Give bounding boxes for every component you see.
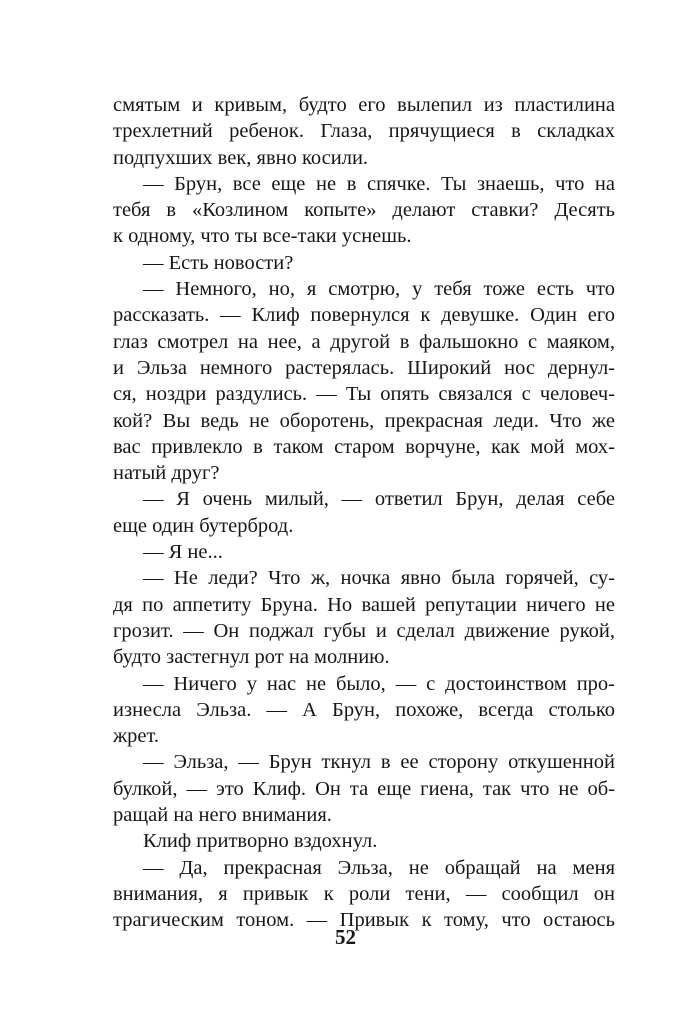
text-line: трехлетний ребенок. Глаза, прячущиеся в складках xyxy=(113,120,615,143)
text-line: — Брун, все еще не в спячке. Ты знаешь, что на xyxy=(143,172,615,195)
text-line: смятым и кривым, будто его вылепил из пластилина xyxy=(113,94,615,116)
text-line: — Эльза, — Брун ткнул в ее сторону откушенной xyxy=(143,751,615,774)
text-line: булкой, — это Клиф. Он та еще гиена, так что не об- xyxy=(113,777,615,800)
text-line: ся, ноздри раздулись. — Ты опять связался с человеч- xyxy=(113,383,615,406)
text-line: внимания, я привык к роли тени, — сообщил он xyxy=(113,882,615,905)
text-line: кой? Вы ведь не оборотень, прекрасная леди. Что же xyxy=(113,409,615,432)
text-line: подпухших век, явно косили. xyxy=(113,146,369,169)
text-line: жрет. xyxy=(113,725,160,748)
text-line: изнесла Эльза. — А Брун, похоже, всегда столько xyxy=(113,698,615,721)
text-line: — Немного, но, я смотрю, у тебя тоже есть что xyxy=(143,278,615,301)
text-line: — Я очень милый, — ответил Брун, делая себе xyxy=(143,488,615,511)
text-line: к одному, что ты все-таки уснешь. xyxy=(113,225,412,248)
text-line: тебя в «Козлином копыте» делают ставки? Десять xyxy=(113,199,615,222)
text-line: трагическим тоном. — Привык к тому, что остаюсь xyxy=(113,909,615,932)
text-line: натый друг? xyxy=(113,462,220,485)
text-line: еще один бутерброд. xyxy=(113,514,294,537)
text-line: глаз смотрел на нее, а другой в фальшокно с маяком, xyxy=(113,330,615,353)
text-line: — Да, прекрасная Эльза, не обращай на меня xyxy=(143,856,615,879)
text-line: — Не леди? Что ж, ночка явно была горячей, су- xyxy=(143,567,615,590)
page-number: 52 xyxy=(335,925,356,949)
text-line: дя по аппетиту Бруна. Но вашей репутации ничего не xyxy=(113,593,615,616)
text-line: — Есть новости? xyxy=(143,251,294,274)
text-line: и Эльза немного растерялась. Широкий нос дернул- xyxy=(113,356,615,379)
text-line: Клиф притворно вздохнул. xyxy=(143,830,378,853)
text-line: ращай на него внимания. xyxy=(113,804,332,827)
text-line: — Я не... xyxy=(143,541,223,564)
text-line: грозит. — Он поджал губы и сделал движение рукой, xyxy=(113,619,615,642)
text-line: будто застегнул рот на молнию. xyxy=(113,646,390,669)
text-line: рассказать. — Клиф повернулся к девушке. Один его xyxy=(113,304,615,327)
text-line: — Ничего у нас не было, — с достоинством про- xyxy=(143,672,615,695)
text-line: вас привлекло в таком старом ворчуне, как мой мох- xyxy=(113,435,615,458)
body-text xyxy=(113,92,615,934)
